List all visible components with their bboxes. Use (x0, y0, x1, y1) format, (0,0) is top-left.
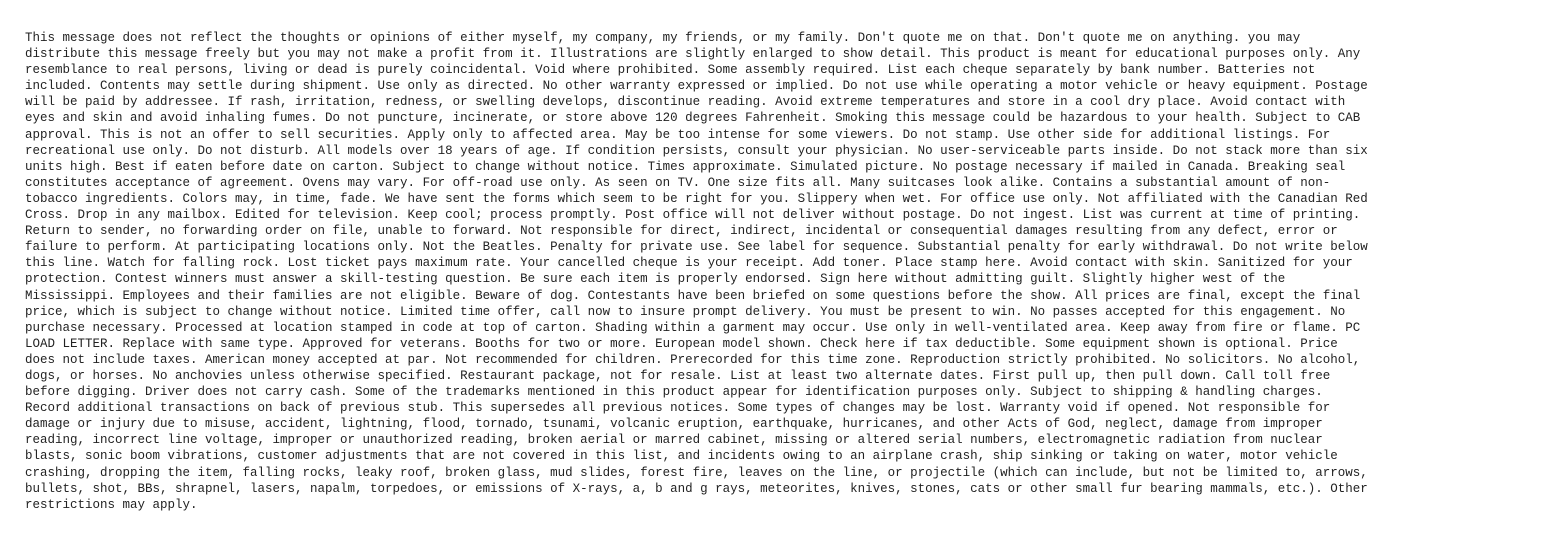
text-line: restrictions may apply. (25, 497, 198, 512)
text-line: included. Contents may settle during shipment. Use only as directed. No other warranty expressed or implied. Do not use while operating a motor vehicle or heavy equipment. Postage (25, 79, 1368, 94)
text-line: blasts, sonic boom vibrations, customer adjustments that are not covered in this list, and incidents owing to an airplane crash, ship sinking or taking on water, motor vehicle (25, 449, 1338, 464)
text-line: damage or injury due to misuse, accident, lightning, flood, tornado, tsunami, volcanic eruption, earthquake, hurricanes, and other Acts of God, neglect, damage from improper (25, 417, 1323, 432)
text-line: crashing, dropping the item, falling rocks, leaky roof, broken glass, mud slides, forest fire, leaves on the line, or projectile (which can include, but not be limited to, arrows, (25, 465, 1368, 480)
disclaimer-text (25, 30, 1535, 513)
text-line: does not include taxes. American money accepted at par. Not recommended for children. Prerecorded for this time zone. Reproduction strictly prohibited. No solicitors. No alcohol, (25, 352, 1361, 367)
text-line: failure to perform. At participating locations only. Not the Beatles. Penalty for private use. See label for sequence. Substantial penalty for early withdrawal. Do not write below (25, 240, 1368, 255)
text-line: Cross. Drop in any mailbox. Edited for television. Keep cool; process promptly. Post office will not deliver without postage. Do not ingest. List was current at time of printing. (25, 208, 1361, 223)
text-line: units high. Best if eaten before date on carton. Subject to change without notice. Times approximate. Simulated picture. No postage necessary if mailed in Canada. Breaking seal (25, 159, 1346, 174)
text-line: purchase necessary. Processed at location stamped in code at top of carton. Shading within a garment may occur. Use only in well-ventilated area. Keep away from fire or flame. PC (25, 320, 1361, 335)
text-line: this line. Watch for falling rock. Lost ticket pays maximum rate. Your cancelled cheque is your receipt. Add toner. Place stamp here. Avoid contact with skin. Sanitized for your (25, 256, 1353, 271)
text-line: constitutes acceptance of agreement. Ovens may vary. For off-road use only. As seen on TV. One size fits all. Many suitcases look alike. Contains a substantial amount of non- (25, 175, 1331, 190)
text-line: protection. Contest winners must answer a skill-testing question. Be sure each item is properly endorsed. Sign here without admitting guilt. Slightly higher west of the (25, 272, 1286, 287)
text-line: will be paid by addressee. If rash, irritation, redness, or swelling develops, discontinue reading. Avoid extreme temperatures and store in a cool dry place. Avoid contact with (25, 95, 1346, 110)
text-line: approval. This is not an offer to sell securities. Apply only to affected area. May be too intense for some viewers. Do not stamp. Use other side for additional listings. For (25, 127, 1331, 142)
text-line: tobacco ingredients. Colors may, in time, fade. We have sent the forms which seem to be right for you. Slippery when wet. For office use only. Not affiliated with the Canadian Red (25, 191, 1368, 206)
text-line: dogs, or horses. No anchovies unless otherwise specified. Restaurant package, not for resale. List at least two alternate dates. First pull up, then pull down. Call toll free (25, 368, 1331, 383)
text-line: bullets, shot, BBs, shrapnel, lasers, napalm, torpedoes, or emissions of X-rays, a, b and g rays, meteorites, knives, stones, cats or other small fur bearing mammals, etc.). Other (25, 481, 1368, 496)
text-line: eyes and skin and avoid inhaling fumes. Do not puncture, incinerate, or store above 120 degrees Fahrenheit. Smoking this message could be hazardous to your health. Subject to CAB (25, 111, 1361, 126)
text-line: LOAD LETTER. Replace with same type. Approved for veterans. Booths for two or more. European model shown. Check here if tax deductible. Some equipment shown is optional. Price (25, 336, 1338, 351)
document-page (25, 30, 1535, 513)
text-line: recreational use only. Do not disturb. All models over 18 years of age. If condition persists, consult your physician. No user-serviceable parts inside. Do not stack more than six (25, 143, 1368, 158)
text-line: reading, incorrect line voltage, improper or unauthorized reading, broken aerial or marred cabinet, missing or altered serial numbers, electromagnetic radiation from nuclear (25, 433, 1323, 448)
text-line: price, which is subject to change without notice. Limited time offer, call now to insure prompt delivery. You must be present to win. No passes accepted for this engagement. No (25, 304, 1346, 319)
text-line: before digging. Driver does not carry cash. Some of the trademarks mentioned in this product appear for identification purposes only. Subject to shipping & handling charges. (25, 385, 1323, 400)
text-line: distribute this message freely but you may not make a profit from it. Illustrations are slightly enlarged to show detail. This product is meant for educational purposes only. Any (25, 47, 1361, 62)
text-line: Mississippi. Employees and their families are not eligible. Beware of dog. Contestants have been briefed on some questions before the show. All prices are final, except the final (25, 288, 1361, 303)
text-line: Record additional transactions on back of previous stub. This supersedes all previous notices. Some types of changes may be lost. Warranty void if opened. Not responsible for (25, 401, 1331, 416)
text-line: This message does not reflect the thoughts or opinions of either myself, my company, my friends, or my family. Don't quote me on that. Don't quote me on anything. you may (25, 31, 1301, 45)
text-line: Return to sender, no forwarding order on file, unable to forward. Not responsible for direct, indirect, incidental or consequential damages resulting from any defect, error or (25, 224, 1338, 239)
text-line: resemblance to real persons, living or dead is purely coincidental. Void where prohibited. Some assembly required. List each cheque separately by bank number. Batteries not (25, 63, 1316, 78)
